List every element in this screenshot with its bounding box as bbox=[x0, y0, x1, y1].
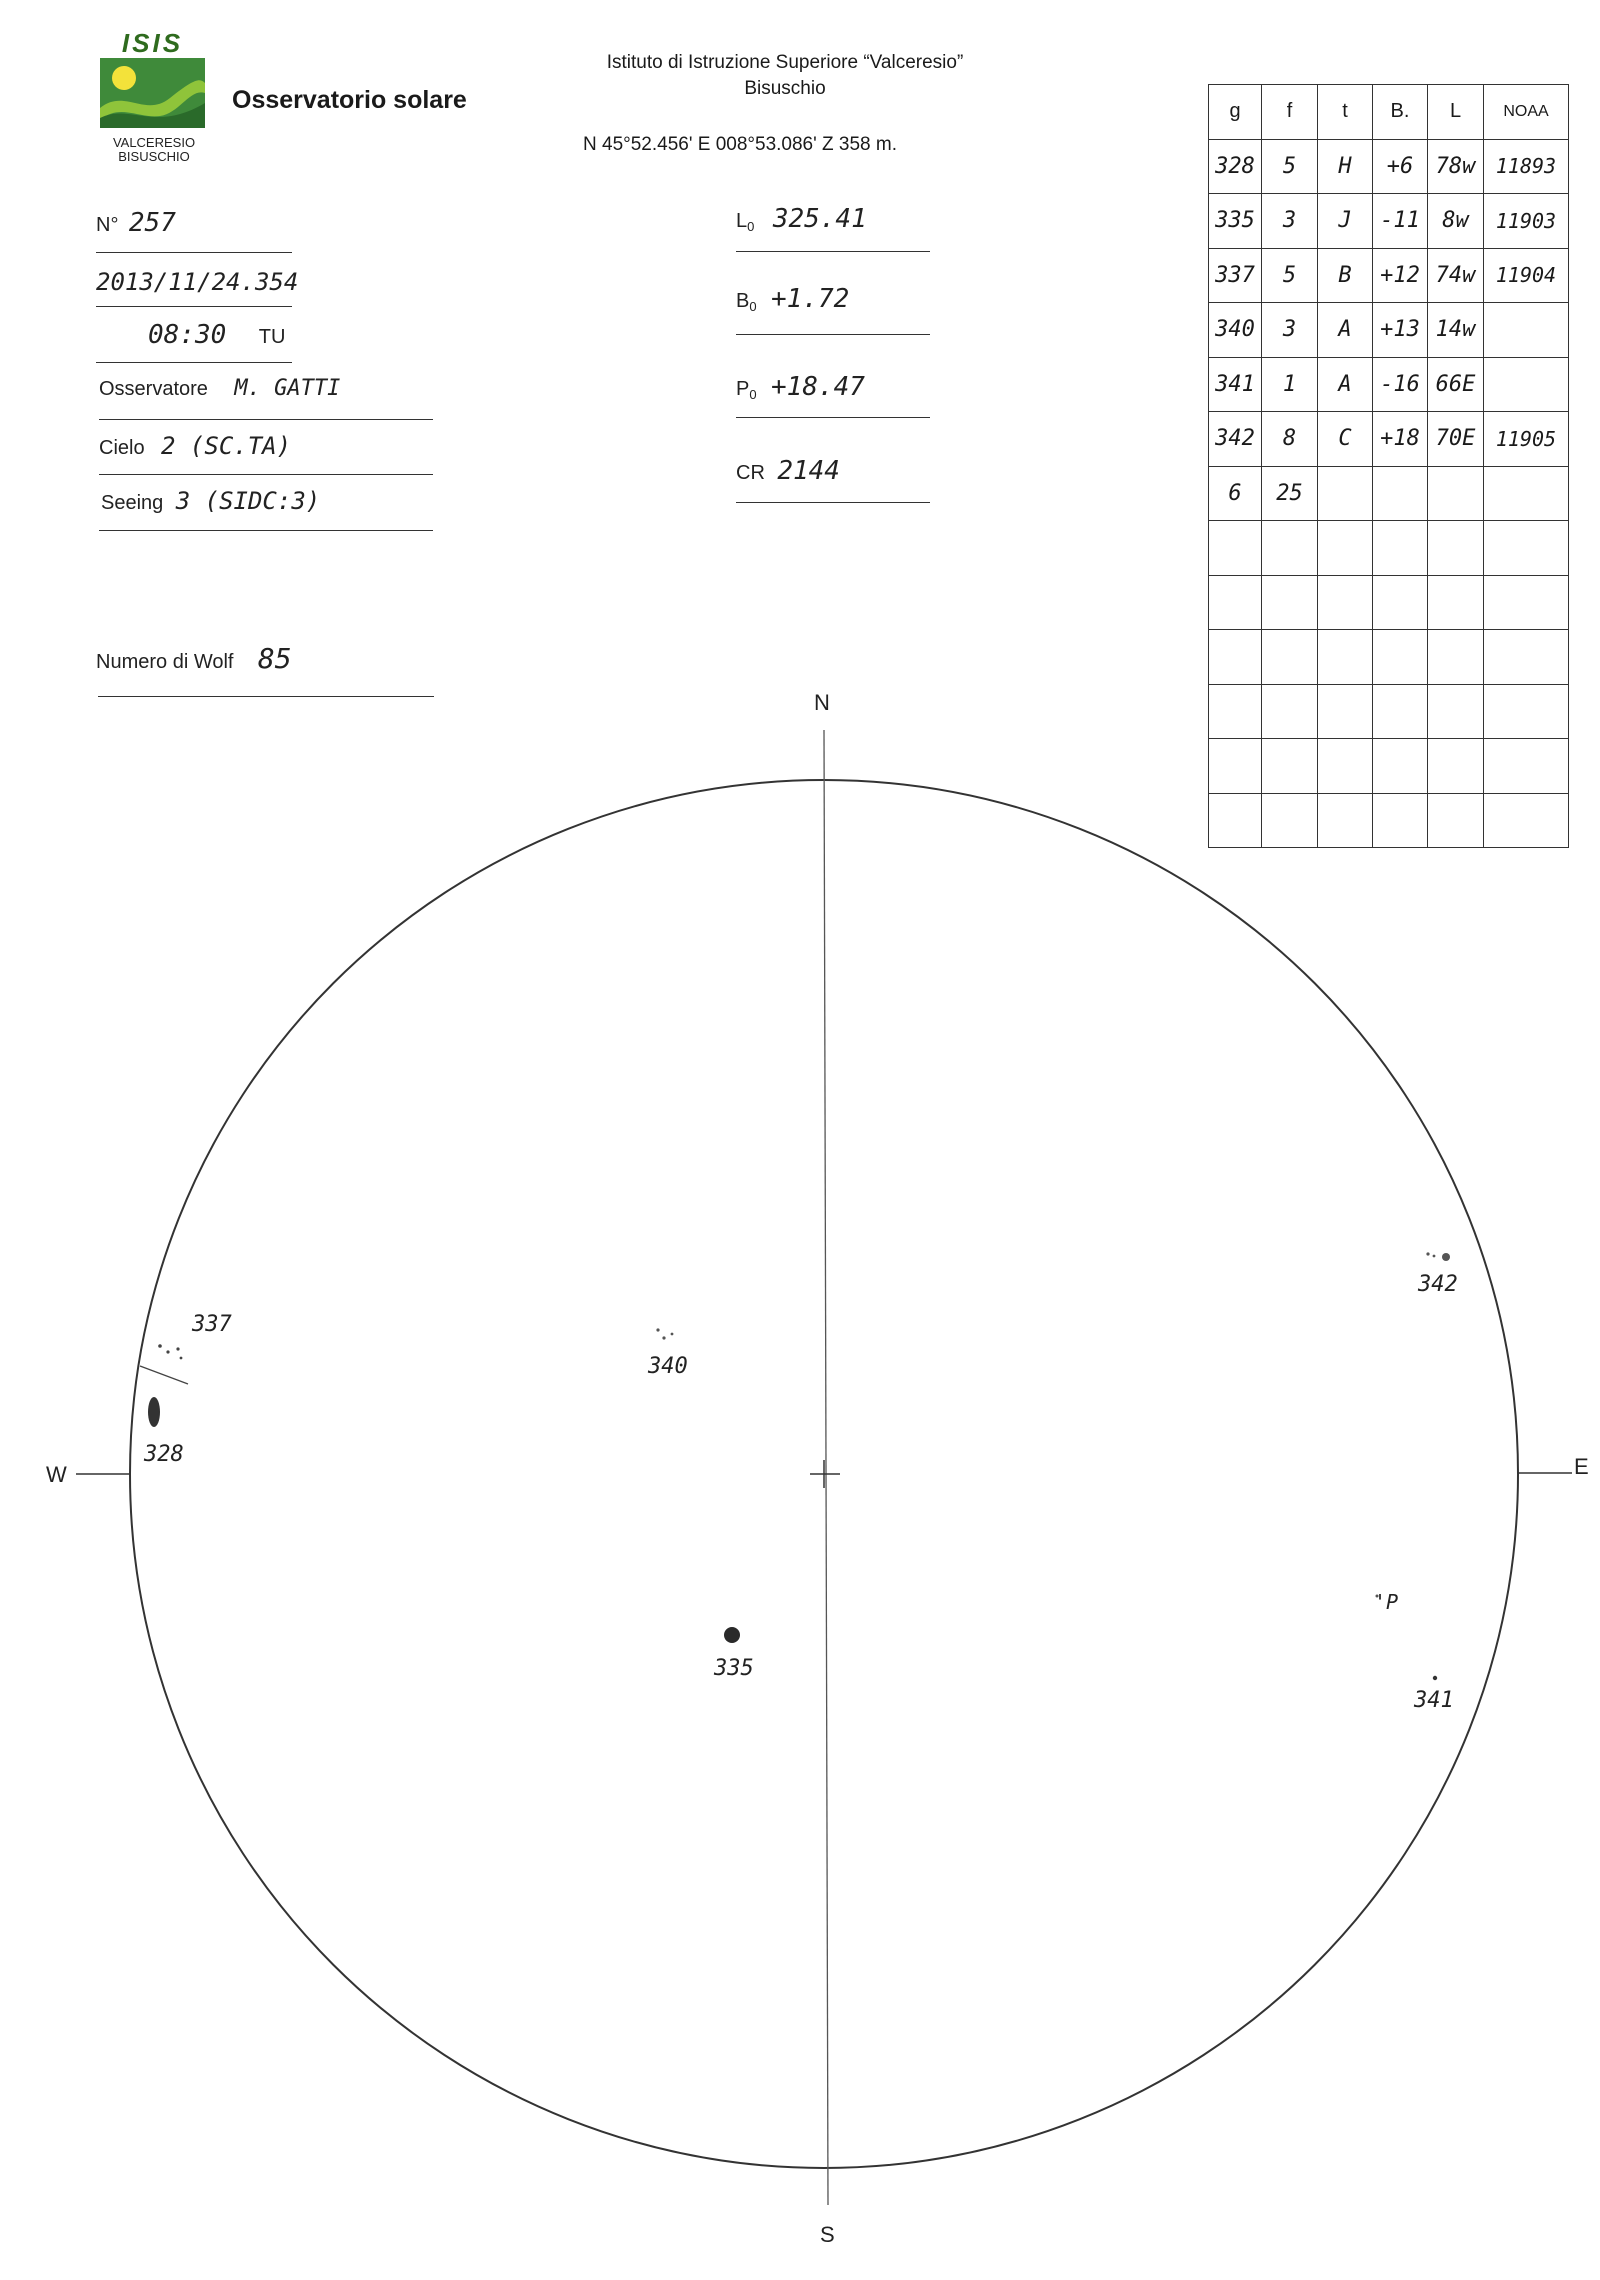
table-cell: 8 bbox=[1262, 412, 1318, 467]
table-cell: 74w bbox=[1428, 248, 1484, 303]
table-cell: 70E bbox=[1428, 412, 1484, 467]
table-cell: +12 bbox=[1373, 248, 1428, 303]
sky-field: Cielo 2 (SC.TA) bbox=[99, 432, 292, 460]
table-header-cell: t bbox=[1318, 85, 1373, 140]
table-cell: 3 bbox=[1262, 194, 1318, 249]
spot-328 bbox=[148, 1397, 160, 1427]
table-cell: 25 bbox=[1262, 466, 1318, 521]
spot-340-c bbox=[671, 1333, 674, 1336]
table-cell: 14w bbox=[1428, 303, 1484, 358]
p-mark: 'P bbox=[1374, 1590, 1399, 1614]
south-label: S bbox=[820, 2222, 835, 2247]
group-label-340: 340 bbox=[648, 1354, 688, 1379]
wolf-number-field: Numero di Wolf 85 bbox=[96, 642, 292, 675]
spot-335 bbox=[724, 1627, 740, 1643]
l0-field: $L_0$ 325.41 bbox=[736, 204, 867, 235]
table-cell: 6 bbox=[1209, 466, 1262, 521]
seeing-field: Seeing 3 (SIDC:3) bbox=[101, 487, 321, 515]
table-cell: B bbox=[1318, 248, 1373, 303]
site-coordinates: N 45°52.456' E 008°53.086' Z 358 m. bbox=[583, 134, 897, 155]
table-cell: -11 bbox=[1373, 194, 1428, 249]
table-cell: 11893 bbox=[1484, 139, 1569, 194]
spot-337-b bbox=[166, 1350, 169, 1353]
table-cell: 3 bbox=[1262, 303, 1318, 358]
institute-name: Istituto di Istruzione Superiore “Valceresio” bbox=[606, 52, 964, 73]
table-header-cell: B. bbox=[1373, 85, 1428, 140]
east-label: E bbox=[1574, 1454, 1589, 1479]
table-cell: 5 bbox=[1262, 248, 1318, 303]
table-cell: 66E bbox=[1428, 357, 1484, 412]
table-cell: A bbox=[1318, 357, 1373, 412]
spot-340-b bbox=[662, 1336, 665, 1339]
table-cell: H bbox=[1318, 139, 1373, 194]
group-label-342: 342 bbox=[1418, 1272, 1458, 1297]
north-label: N bbox=[814, 690, 830, 715]
table-cell: 8w bbox=[1428, 194, 1484, 249]
table-cell: -16 bbox=[1373, 357, 1428, 412]
table-header-cell: L bbox=[1428, 85, 1484, 140]
b0-field: $B_0 +1.72$ bbox=[736, 284, 850, 315]
observation-number: N° 257 bbox=[96, 208, 176, 238]
group-label-328: 328 bbox=[144, 1442, 184, 1467]
table-cell: 341 bbox=[1209, 357, 1262, 412]
observation-time: 08:30 TU bbox=[148, 320, 286, 350]
logo-subtitle: VALCERESIO BISUSCHIO bbox=[112, 135, 196, 164]
group-label-341: 341 bbox=[1414, 1688, 1454, 1713]
spot-337-c bbox=[176, 1347, 179, 1350]
table-cell: 1 bbox=[1262, 357, 1318, 412]
table-cell: J bbox=[1318, 194, 1373, 249]
group-label-335: 335 bbox=[714, 1656, 754, 1681]
table-cell: A bbox=[1318, 303, 1373, 358]
table-header-cell: g bbox=[1209, 85, 1262, 140]
table-cell: +13 bbox=[1373, 303, 1428, 358]
limb-marker-337 bbox=[140, 1366, 188, 1384]
table-header-cell: NOAA bbox=[1484, 85, 1569, 140]
spot-337-a bbox=[158, 1344, 162, 1348]
p0-field: $P_0 +18.47$ bbox=[736, 372, 865, 403]
table-cell: 328 bbox=[1209, 139, 1262, 194]
spot-341 bbox=[1433, 1676, 1437, 1680]
table-cell: 335 bbox=[1209, 194, 1262, 249]
table-cell: 337 bbox=[1209, 248, 1262, 303]
spot-342-a bbox=[1442, 1253, 1450, 1261]
table-cell: 78w bbox=[1428, 139, 1484, 194]
table-cell: +18 bbox=[1373, 412, 1428, 467]
west-label: W bbox=[46, 1462, 67, 1487]
observatory-title: Osservatorio solare bbox=[232, 86, 467, 114]
table-header-cell: f bbox=[1262, 85, 1318, 140]
table-cell: 5 bbox=[1262, 139, 1318, 194]
table-cell: 340 bbox=[1209, 303, 1262, 358]
spot-342-c bbox=[1433, 1255, 1436, 1258]
logo-wordmark: ISIS bbox=[121, 28, 184, 58]
observer-field: Osservatore M. GATTI bbox=[99, 376, 341, 401]
spot-342-b bbox=[1426, 1252, 1429, 1255]
table-cell: 11905 bbox=[1484, 412, 1569, 467]
table-cell: 11903 bbox=[1484, 194, 1569, 249]
institute-town: Bisuschio bbox=[744, 78, 826, 99]
group-label-337: 337 bbox=[192, 1312, 232, 1337]
spot-337-d bbox=[180, 1357, 183, 1360]
table-cell: C bbox=[1318, 412, 1373, 467]
spot-340-a bbox=[656, 1328, 659, 1331]
table-cell: 11904 bbox=[1484, 248, 1569, 303]
table-cell: 342 bbox=[1209, 412, 1262, 467]
table-cell: +6 bbox=[1373, 139, 1428, 194]
carrington-rotation-field: CR 2144 bbox=[736, 456, 840, 486]
observation-date: 2013/11/24.354 bbox=[96, 268, 299, 296]
